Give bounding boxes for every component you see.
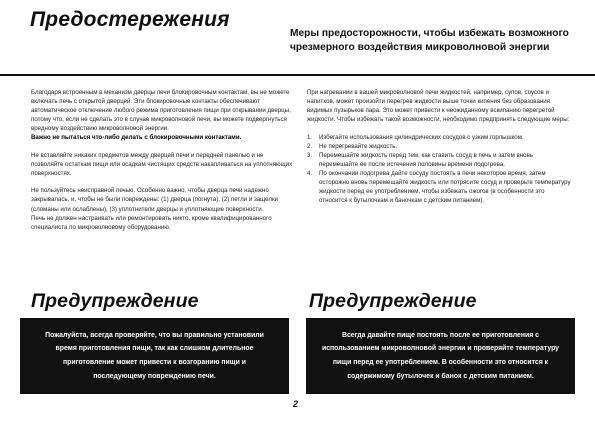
- divider-rule: [0, 74, 595, 76]
- paragraph-no-objects: Не вставляйте никаких предметов между дверцей печи и передней панелью и не позволяйте остаткам пищи или осадкам чистящих средств накапливаться на уплотняющих поверхностях.: [31, 151, 293, 177]
- list-item: [307, 133, 571, 142]
- precautions-list: [307, 133, 571, 205]
- list-item: [307, 142, 571, 151]
- list-item-number: 3.: [307, 151, 313, 159]
- list-item-text: По окончании подогрева дайте сосуду постоять в печи некоторое время, затем осторожно вновь перемешайте жидкость или потрясите сосуд и проверьте температуру жидкости перед ее употреблением, чтобы избежать ожогов (в особенности это относится к бутылочкам и баночкам с детским питанием).: [319, 169, 571, 205]
- warning-box-left: [20, 318, 289, 394]
- warning-text-right: Всегда давайте пище постоять после ее приготовления с использованием микроволновой энергии и проверяйте температуру пищи перед ее употреблением. В особенности это относится к содержимому бутылочек и банок с детским питанием.: [321, 331, 560, 380]
- right-column: [307, 88, 571, 205]
- warning-box-right: [306, 318, 575, 394]
- warning-title-left: Предупреждение: [31, 290, 199, 312]
- paragraph-liquids-intro: При нагревании в вашей микроволновой печи жидкостей, например, супов, соусов и напитков, может произойти перегрев жидкости выше точки кипения без образования видимых пузырьков пара. Это может привести к неожиданному вскипанию перегретой жидкости. Чтобы избежать такой возможности, необходимо предпринять следующие меры:: [307, 89, 570, 124]
- list-item: [307, 169, 571, 205]
- paragraph-interlocks-warning: Важно не пытаться что-либо делать с блокировочными контактами.: [31, 134, 242, 142]
- paragraph-faulty-oven: Не пользуйтесь неисправной печью. Особенно важно, чтобы дверца печи надежно закрывалась, и, чтобы не были повреждены: (1) дверца (погнута), (2) петли и защелки (сломаны или ослаблены), (3) уплотнители дверцы и уплотняющие поверхности.: [31, 187, 279, 213]
- paragraph-repair: Печь не должен настраивать или ремонтировать никто, кроме квалифицированного специалиста по микроволновому оборудованию.: [31, 214, 272, 231]
- warning-text-left: Пожалуйста, всегда проверяйте, что вы правильно установили время приготовления пищи, так как слишком длительное приготовление может привести к возгоранию пищи и последующему повреждению печи.: [45, 331, 264, 380]
- left-column: [31, 88, 295, 240]
- list-item-number: 1.: [307, 133, 313, 141]
- paragraph-interlocks: Благодаря встроенным в механизм дверцы печи блокировочным контактам, вы не можете включать печь с открытой дверцей. Эти блокировочные контакты обеспечивают автоматическое отключение любого режима приготовления пищи при открывании дверцы, потому что, если не сделать это в случае микроволновой печи, вы можете подвергнуться вредному воздействию микроволновой энергии.: [31, 89, 291, 133]
- list-item-text: Перемешайте жидкость перед тем, как ставить сосуд в печь и затем вновь перемешайте ее после истечения половины времени подогрева.: [319, 151, 534, 168]
- section-heading: Меры предосторожности, чтобы избежать возможного чрезмерного воздействия микроволновой энергии: [290, 28, 569, 53]
- list-item-text: Избегайте использования цилиндрических сосудов с узким горлышком.: [319, 133, 524, 141]
- list-item-text: Не перегревайте жидкость.: [319, 142, 398, 150]
- list-item: [307, 151, 571, 169]
- list-item-number: 2.: [307, 142, 313, 150]
- page-title: Предостережения: [30, 8, 230, 31]
- warning-title-right: Предупреждение: [309, 290, 477, 312]
- list-item-number: 4.: [307, 169, 313, 177]
- page-number: 2: [293, 399, 299, 409]
